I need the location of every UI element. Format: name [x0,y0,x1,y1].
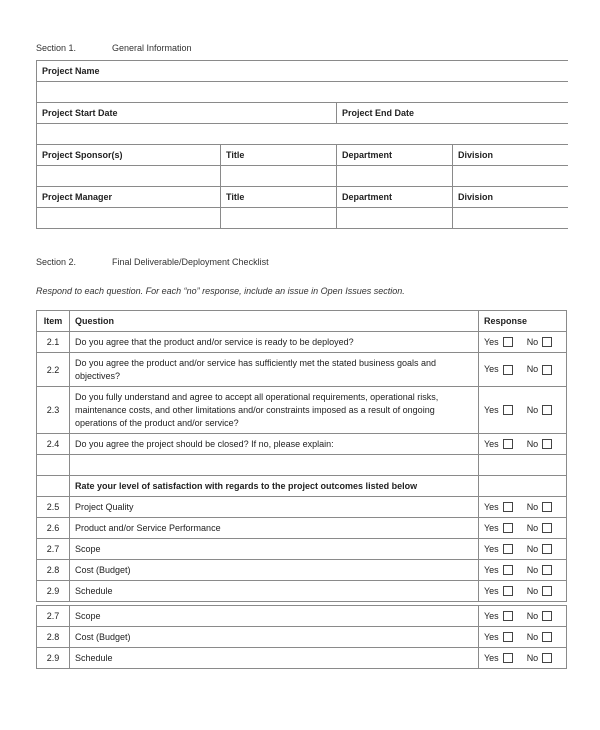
no-checkbox[interactable] [542,337,552,347]
sponsor-field[interactable] [37,166,221,187]
yes-label: Yes [484,543,499,554]
no-checkbox[interactable] [542,632,552,642]
item-number: 2.7 [37,539,70,560]
item-number: 2.1 [37,332,70,353]
project-name-label: Project Name [37,61,568,82]
yes-label: Yes [484,336,499,347]
no-label: No [526,364,539,375]
section-2-title: Final Deliverable/Deployment Checklist [112,257,269,267]
yes-checkbox[interactable] [503,565,513,575]
question-text: Scope [70,606,479,627]
yes-checkbox[interactable] [503,632,513,642]
no-label: No [526,585,539,596]
manager-division-label: Division [453,187,568,208]
manager-department-label: Department [337,187,453,208]
item-number: 2.3 [37,387,70,434]
response-cell [479,560,567,581]
response-cell [479,581,567,602]
no-checkbox[interactable] [542,365,552,375]
yes-checkbox[interactable] [503,405,513,415]
table-row [37,648,567,669]
question-text: Cost (Budget) [70,560,479,581]
response-header: Response [479,311,567,332]
question-text: Do you fully understand and agree to accept all operational requirements, operational risks, maintenance costs, and other limitations and/or constraints imposed as a result of ongoing operations of the product and/or service? [70,387,479,434]
question-text: Schedule [70,648,479,669]
yes-checkbox[interactable] [503,653,513,663]
item-number: 2.8 [37,560,70,581]
yes-label: Yes [484,610,499,621]
table-row [37,332,567,353]
sponsor-title-label: Title [221,145,337,166]
sponsor-department-field[interactable] [337,166,453,187]
response-cell [479,434,567,455]
item-number: 2.5 [37,497,70,518]
yes-label: Yes [484,564,499,575]
sponsor-division-field[interactable] [453,166,568,187]
manager-division-field[interactable] [453,208,568,229]
sponsor-department-label: Department [337,145,453,166]
yes-label: Yes [484,652,499,663]
question-text: Do you agree the product and/or service has sufficiently met the stated business goals and objectives? [70,353,479,387]
table-row [37,627,567,648]
dates-field[interactable] [37,124,568,145]
yes-checkbox[interactable] [503,365,513,375]
checklist-table [36,310,567,669]
item-number: 2.9 [37,581,70,602]
no-checkbox[interactable] [542,439,552,449]
question-text: Product and/or Service Performance [70,518,479,539]
end-date-label: Project End Date [337,103,568,124]
table-row [37,560,567,581]
section-2-number: Section 2. [36,257,77,267]
yes-label: Yes [484,438,499,449]
table-row [37,497,567,518]
yes-checkbox[interactable] [503,586,513,596]
item-number: 2.9 [37,648,70,669]
response-cell [479,648,567,669]
section-1-title: General Information [112,43,192,53]
no-checkbox[interactable] [542,544,552,554]
no-checkbox[interactable] [542,586,552,596]
table-row [37,539,567,560]
no-label: No [526,404,539,415]
response-cell [479,606,567,627]
no-checkbox[interactable] [542,523,552,533]
no-label: No [526,543,539,554]
no-checkbox[interactable] [542,611,552,621]
yes-checkbox[interactable] [503,502,513,512]
item-number: 2.8 [37,627,70,648]
manager-title-field[interactable] [221,208,337,229]
blank-response-cell [479,455,567,476]
yes-label: Yes [484,585,499,596]
item-number: 2.2 [37,353,70,387]
yes-label: Yes [484,364,499,375]
item-number: 2.7 [37,606,70,627]
yes-label: Yes [484,501,499,512]
satisfaction-header: Rate your level of satisfaction with regards to the project outcomes listed below [70,476,479,497]
item-header: Item [37,311,70,332]
yes-label: Yes [484,522,499,533]
yes-checkbox[interactable] [503,544,513,554]
no-checkbox[interactable] [542,502,552,512]
response-cell [479,387,567,434]
start-date-label: Project Start Date [37,103,337,124]
no-checkbox[interactable] [542,405,552,415]
table-row [37,353,567,387]
item-number: 2.4 [37,434,70,455]
response-cell [479,332,567,353]
question-header: Question [70,311,479,332]
question-text: Do you agree that the product and/or service is ready to be deployed? [70,332,479,353]
question-text: Project Quality [70,497,479,518]
question-text: Scope [70,539,479,560]
response-cell [479,539,567,560]
general-information-table [36,60,568,229]
response-cell [479,497,567,518]
no-label: No [526,631,539,642]
no-label: No [526,564,539,575]
satisfaction-response-cell [479,476,567,497]
sponsor-division-label: Division [453,145,568,166]
response-cell [479,627,567,648]
instructions: Respond to each question. For each “no” response, include an issue in Open Issues section. [36,286,405,296]
manager-label: Project Manager [37,187,221,208]
table-row [37,434,567,455]
question-text: Cost (Budget) [70,627,479,648]
no-label: No [526,438,539,449]
yes-checkbox[interactable] [503,337,513,347]
yes-checkbox[interactable] [503,439,513,449]
blank-item-cell [37,455,70,476]
section-1-number: Section 1. [36,43,77,53]
sponsor-title-field[interactable] [221,166,337,187]
yes-label: Yes [484,404,499,415]
item-number: 2.6 [37,518,70,539]
no-checkbox[interactable] [542,565,552,575]
yes-label: Yes [484,631,499,642]
no-label: No [526,336,539,347]
response-cell [479,518,567,539]
no-label: No [526,610,539,621]
table-row [37,581,567,602]
satisfaction-item-cell [37,476,70,497]
yes-checkbox[interactable] [503,611,513,621]
manager-department-field[interactable] [337,208,453,229]
table-row [37,518,567,539]
question-text: Schedule [70,581,479,602]
table-row [37,387,567,434]
no-label: No [526,501,539,512]
sponsor-label: Project Sponsor(s) [37,145,221,166]
manager-field[interactable] [37,208,221,229]
yes-checkbox[interactable] [503,523,513,533]
manager-title-label: Title [221,187,337,208]
question-text: Do you agree the project should be closed? If no, please explain: [70,434,479,455]
table-row [37,606,567,627]
response-cell [479,353,567,387]
no-label: No [526,652,539,663]
no-label: No [526,522,539,533]
blank-question-cell [70,455,479,476]
project-name-field[interactable] [37,82,568,103]
no-checkbox[interactable] [542,653,552,663]
